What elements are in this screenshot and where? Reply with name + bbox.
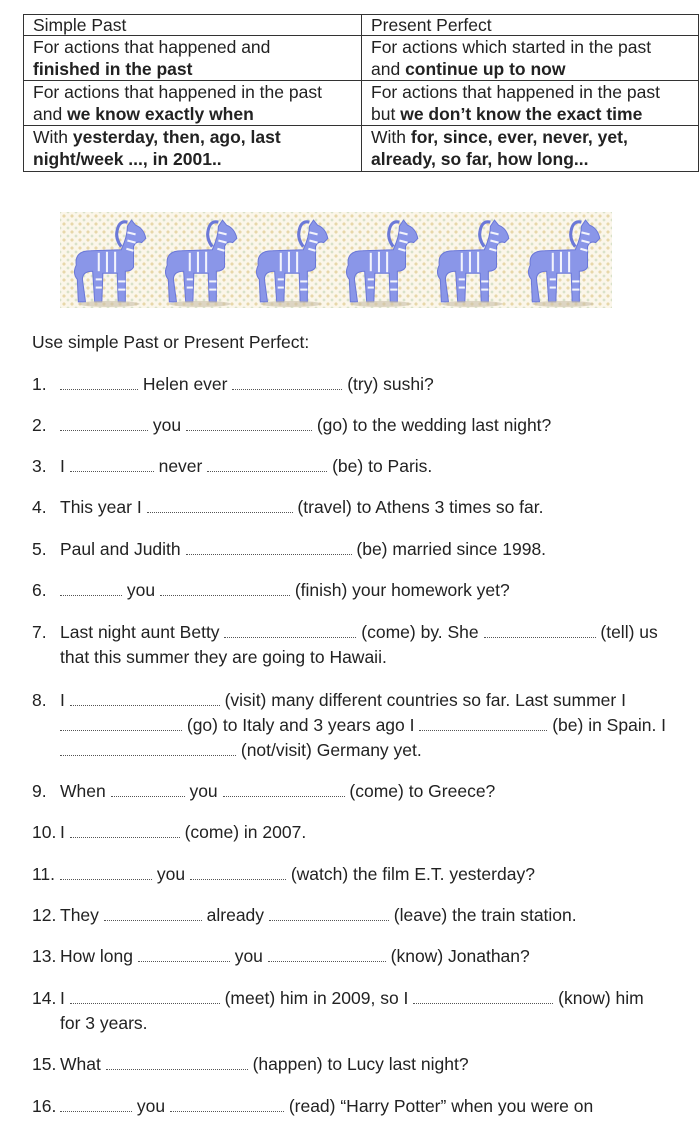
- exercise-item: [32, 454, 692, 479]
- exercise-text: you: [184, 781, 223, 801]
- cell-perfect-usage-2: [362, 81, 699, 126]
- exercise-number: 1.: [32, 374, 47, 394]
- exercise-text: Helen ever: [138, 374, 233, 394]
- exercise-text: (tell) us: [595, 622, 658, 642]
- exercise-number: 3.: [32, 456, 47, 476]
- exercise-item: [32, 413, 692, 438]
- exercise-text: I: [60, 988, 70, 1008]
- exercise-text: (know) Jonathan?: [385, 946, 530, 966]
- cell-keyword: finished in the past: [33, 59, 193, 79]
- exercise-item: [32, 779, 692, 804]
- cell-perfect-signal-words: [362, 126, 699, 172]
- exercise-text: (visit) many different countries so far. Last summer I: [219, 690, 626, 710]
- cell-text: For actions that happened in the past: [371, 82, 660, 102]
- cell-keyword: already, so far, how long...: [371, 149, 589, 169]
- cell-text: With: [371, 127, 411, 147]
- exercise-number: 12.: [32, 905, 57, 925]
- exercise-item: [32, 578, 692, 603]
- exercise-text: (be) to Paris.: [327, 456, 433, 476]
- exercise-number: 5.: [32, 539, 47, 559]
- exercise-number: 16.: [32, 1096, 57, 1116]
- header-text: Present Perfect: [371, 15, 492, 35]
- header-present-perfect: [362, 15, 699, 36]
- exercise-text: (be) married since 1998.: [351, 539, 547, 559]
- cell-text: With: [33, 127, 73, 147]
- exercise-text: How long: [60, 946, 138, 966]
- exercise-text: Paul and Judith: [60, 539, 186, 559]
- answer-blank[interactable]: [224, 623, 356, 638]
- exercise-text: you: [152, 864, 190, 884]
- answer-blank[interactable]: [160, 581, 290, 596]
- answer-blank[interactable]: [186, 540, 352, 555]
- exercise-text: you: [229, 946, 268, 966]
- cell-past-usage-1: [24, 36, 362, 81]
- exercise-text: (happen) to Lucy last night?: [247, 1054, 469, 1074]
- answer-blank[interactable]: [60, 375, 138, 390]
- cell-keyword: continue up to now: [405, 59, 566, 79]
- exercise-text: (leave) the train station.: [388, 905, 577, 925]
- exercise-text: you: [148, 415, 186, 435]
- exercise-item: [32, 372, 692, 397]
- exercise-number: 7.: [32, 622, 47, 642]
- exercise-item: [32, 903, 692, 928]
- zebra-banner: [60, 212, 612, 308]
- exercise-text: (watch) the film E.T. yesterday?: [285, 864, 535, 884]
- exercise-item: [32, 944, 692, 969]
- exercise-number: 13.: [32, 946, 57, 966]
- answer-blank[interactable]: [186, 416, 312, 431]
- exercise-text: (meet) him in 2009, so I: [219, 988, 414, 1008]
- exercise-number: 11.: [32, 864, 56, 884]
- answer-blank[interactable]: [60, 1097, 132, 1112]
- answer-blank[interactable]: [268, 947, 386, 962]
- cell-perfect-usage-1: [362, 36, 699, 81]
- exercise-number: 2.: [32, 415, 47, 435]
- answer-blank[interactable]: [60, 716, 182, 731]
- exercise-text: (read) “Harry Potter” when you were on: [283, 1096, 594, 1116]
- exercise-text: I: [60, 456, 70, 476]
- answer-blank[interactable]: [60, 581, 122, 596]
- exercise-continuation: that this summer they are going to Hawaii.: [60, 647, 387, 667]
- answer-blank[interactable]: [70, 989, 220, 1004]
- exercise-item: [32, 862, 692, 887]
- cell-keyword: night/week ..., in 2001..: [33, 149, 222, 169]
- exercise-number: 10.: [32, 822, 57, 842]
- zebra-icon: [430, 216, 514, 308]
- exercise-continuation: for 3 years.: [60, 1013, 148, 1033]
- exercise-item: [32, 620, 692, 670]
- cell-text: and: [371, 59, 406, 79]
- exercise-text: (know) him: [553, 988, 644, 1008]
- exercise-item: [32, 820, 692, 845]
- header-text: Simple Past: [33, 15, 127, 35]
- answer-blank[interactable]: [232, 375, 342, 390]
- exercise-text: Last night aunt Betty: [60, 622, 225, 642]
- exercise-text: (go) to Italy and 3 years ago I: [182, 715, 420, 735]
- exercise-text: (finish) your homework yet?: [289, 580, 510, 600]
- exercise-item: [32, 1094, 692, 1119]
- zebra-icon: [249, 216, 333, 308]
- exercise-number: 14.: [32, 988, 57, 1008]
- exercise-text: When: [60, 781, 111, 801]
- answer-blank[interactable]: [223, 782, 345, 797]
- exercise-text: I: [60, 690, 70, 710]
- exercise-number: 9.: [32, 781, 47, 801]
- answer-blank[interactable]: [413, 989, 553, 1004]
- exercise-text: (not/visit) Germany yet.: [236, 740, 422, 760]
- exercise-text: (go) to the wedding last night?: [311, 415, 552, 435]
- answer-blank[interactable]: [70, 823, 180, 838]
- exercise-number: 15.: [32, 1054, 57, 1074]
- cell-keyword: yesterday, then, ago, last: [72, 127, 281, 147]
- answer-blank[interactable]: [60, 416, 148, 431]
- zebra-icon: [339, 216, 423, 308]
- answer-blank[interactable]: [484, 623, 596, 638]
- exercise-text: I: [60, 822, 70, 842]
- cell-past-usage-2: [24, 81, 362, 126]
- exercise-text: (come) by. She: [356, 622, 484, 642]
- answer-blank[interactable]: [138, 947, 230, 962]
- cell-keyword: for, since, ever, never, yet,: [410, 127, 628, 147]
- exercise-text: you: [122, 580, 160, 600]
- exercise-item: [32, 986, 692, 1036]
- header-simple-past: [24, 15, 362, 36]
- answer-blank[interactable]: [190, 865, 286, 880]
- answer-blank[interactable]: [419, 716, 547, 731]
- exercise-text: This year I: [60, 497, 147, 517]
- exercise-text: never: [153, 456, 208, 476]
- exercise-item: [32, 495, 692, 520]
- zebra-icon: [521, 216, 605, 308]
- exercise-instruction: Use simple Past or Present Perfect:: [32, 332, 310, 352]
- cell-text: but: [371, 104, 401, 124]
- answer-blank[interactable]: [207, 457, 327, 472]
- exercise-text: (come) in 2007.: [179, 822, 307, 842]
- exercise-number: 6.: [32, 580, 47, 600]
- answer-blank[interactable]: [70, 691, 220, 706]
- answer-blank[interactable]: [147, 498, 293, 513]
- exercise-item: [32, 1052, 692, 1077]
- answer-blank[interactable]: [170, 1097, 284, 1112]
- cell-past-signal-words: [24, 126, 362, 172]
- answer-blank[interactable]: [269, 906, 389, 921]
- exercise-text: you: [132, 1096, 170, 1116]
- exercise-text: (come) to Greece?: [344, 781, 496, 801]
- zebra-icon: [67, 216, 151, 308]
- exercise-item: [32, 688, 692, 763]
- tense-comparison-table: [23, 14, 699, 172]
- answer-blank[interactable]: [60, 865, 152, 880]
- answer-blank[interactable]: [60, 741, 236, 756]
- answer-blank[interactable]: [111, 782, 185, 797]
- exercise-text: What: [60, 1054, 106, 1074]
- exercise-text: (travel) to Athens 3 times so far.: [292, 497, 544, 517]
- exercise-text: They: [60, 905, 104, 925]
- exercise-item: [32, 537, 692, 562]
- answer-blank[interactable]: [104, 906, 202, 921]
- cell-keyword: we know exactly when: [67, 104, 254, 124]
- answer-blank[interactable]: [70, 457, 154, 472]
- cell-text: For actions that happened in the past: [33, 82, 322, 102]
- cell-keyword: we don’t know the exact time: [400, 104, 643, 124]
- exercise-text: (try) sushi?: [342, 374, 434, 394]
- exercise-number: 8.: [32, 690, 47, 710]
- exercise-text: (be) in Spain. I: [547, 715, 667, 735]
- exercise-number: 4.: [32, 497, 47, 517]
- cell-text: For actions which started in the past: [371, 37, 652, 57]
- zebra-icon: [158, 216, 242, 308]
- cell-text: For actions that happened and: [33, 37, 271, 57]
- cell-text: and: [33, 104, 68, 124]
- exercise-text: already: [201, 905, 269, 925]
- answer-blank[interactable]: [106, 1055, 248, 1070]
